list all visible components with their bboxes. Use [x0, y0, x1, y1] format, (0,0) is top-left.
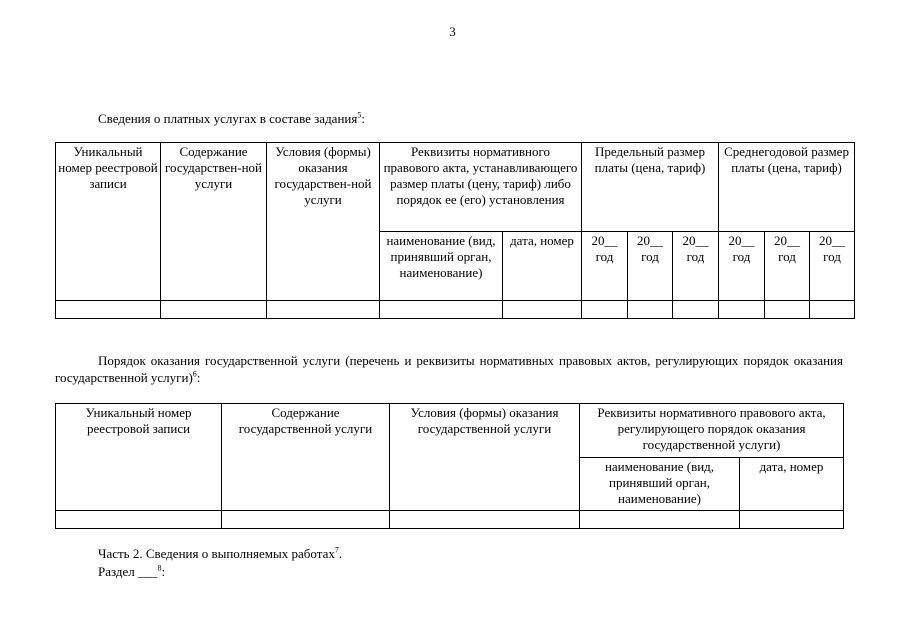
service-order-colon: : [196, 370, 201, 385]
header-act-name: наименование (вид, принявший орган, наименование) [380, 232, 503, 301]
year-bottom: год [641, 249, 659, 264]
year-cell [719, 232, 765, 301]
section-heading [98, 563, 165, 580]
table-row [56, 301, 855, 319]
service-order-text: Порядок оказания государственной услуги (перечень и реквизиты нормативных правовых актов, регулирующих порядок оказания государственной услуги) [55, 353, 843, 385]
section-text: Раздел ___ [98, 564, 158, 579]
table-cell [380, 301, 503, 319]
year-top: 20__ [774, 233, 801, 248]
header-avg-fee: Среднегодовой размер платы (цена, тариф) [719, 143, 855, 232]
year-bottom: год [823, 249, 841, 264]
year-bottom: год [778, 249, 796, 264]
part2-text: Часть 2. Сведения о выполняемых работах [98, 546, 335, 561]
part2-period: . [338, 546, 343, 561]
header-conditions: Условия (формы) оказания государственной услуги [390, 404, 580, 511]
section-colon: : [161, 564, 166, 579]
year-bottom: год [732, 249, 751, 264]
page-number: 3 [449, 24, 456, 39]
footnote-8: 8 [157, 563, 162, 573]
header-content: Содержание государствен-ной услуги [161, 143, 267, 301]
table-cell [267, 301, 380, 319]
header-registry: Уникальный номер реестровой записи [56, 143, 161, 301]
table-cell [719, 301, 765, 319]
year-top: 20__ [682, 233, 709, 248]
table-cell [56, 301, 161, 319]
year-bottom: год [686, 249, 705, 264]
service-order-table [55, 403, 844, 529]
table-cell [628, 301, 673, 319]
paid-services-heading-text: Сведения о платных услугах в составе задания [98, 111, 358, 126]
year-cell [810, 232, 855, 301]
paid-services-table [55, 142, 855, 319]
table-cell [810, 301, 855, 319]
table-cell [765, 301, 810, 319]
header-legal-act: Реквизиты нормативного правового акта, устанавливающего размер платы (цену, тариф) либо порядок ее (его) установления [380, 143, 582, 232]
footnote-5: 5 [357, 110, 362, 120]
footnote-6: 6 [192, 369, 197, 379]
table-cell [673, 301, 719, 319]
footnote-7: 7 [334, 545, 339, 555]
year-top: 20__ [591, 233, 618, 248]
header-conditions: Условия (формы) оказания государствен-ной услуги [267, 143, 380, 301]
year-bottom: год [595, 249, 614, 264]
header-act-date: дата, номер [740, 458, 844, 511]
service-order-paragraph [55, 352, 843, 386]
heading-colon: : [361, 111, 365, 126]
table-row [56, 511, 844, 529]
table-cell [582, 301, 628, 319]
year-top: 20__ [819, 233, 846, 248]
year-cell [628, 232, 673, 301]
table-cell [161, 301, 267, 319]
header-registry: Уникальный номер реестровой записи [56, 404, 222, 511]
table-cell [580, 511, 740, 529]
year-cell [765, 232, 810, 301]
year-cell [582, 232, 628, 301]
table-cell [740, 511, 844, 529]
header-act-date: дата, номер [503, 232, 582, 301]
year-top: 20__ [637, 233, 663, 248]
header-content: Содержание государственной услуги [222, 404, 390, 511]
part2-heading [98, 545, 342, 562]
table-cell [390, 511, 580, 529]
paid-services-heading [98, 110, 365, 127]
table-cell [222, 511, 390, 529]
table-cell [503, 301, 582, 319]
header-act-name: наименование (вид, принявший орган, наименование) [580, 458, 740, 511]
header-legal-act: Реквизиты нормативного правового акта, регулирующего порядок оказания государственной услуги) [580, 404, 844, 458]
table-cell [56, 511, 222, 529]
year-cell [673, 232, 719, 301]
header-max-fee: Предельный размер платы (цена, тариф) [582, 143, 719, 232]
year-top: 20__ [728, 233, 755, 248]
